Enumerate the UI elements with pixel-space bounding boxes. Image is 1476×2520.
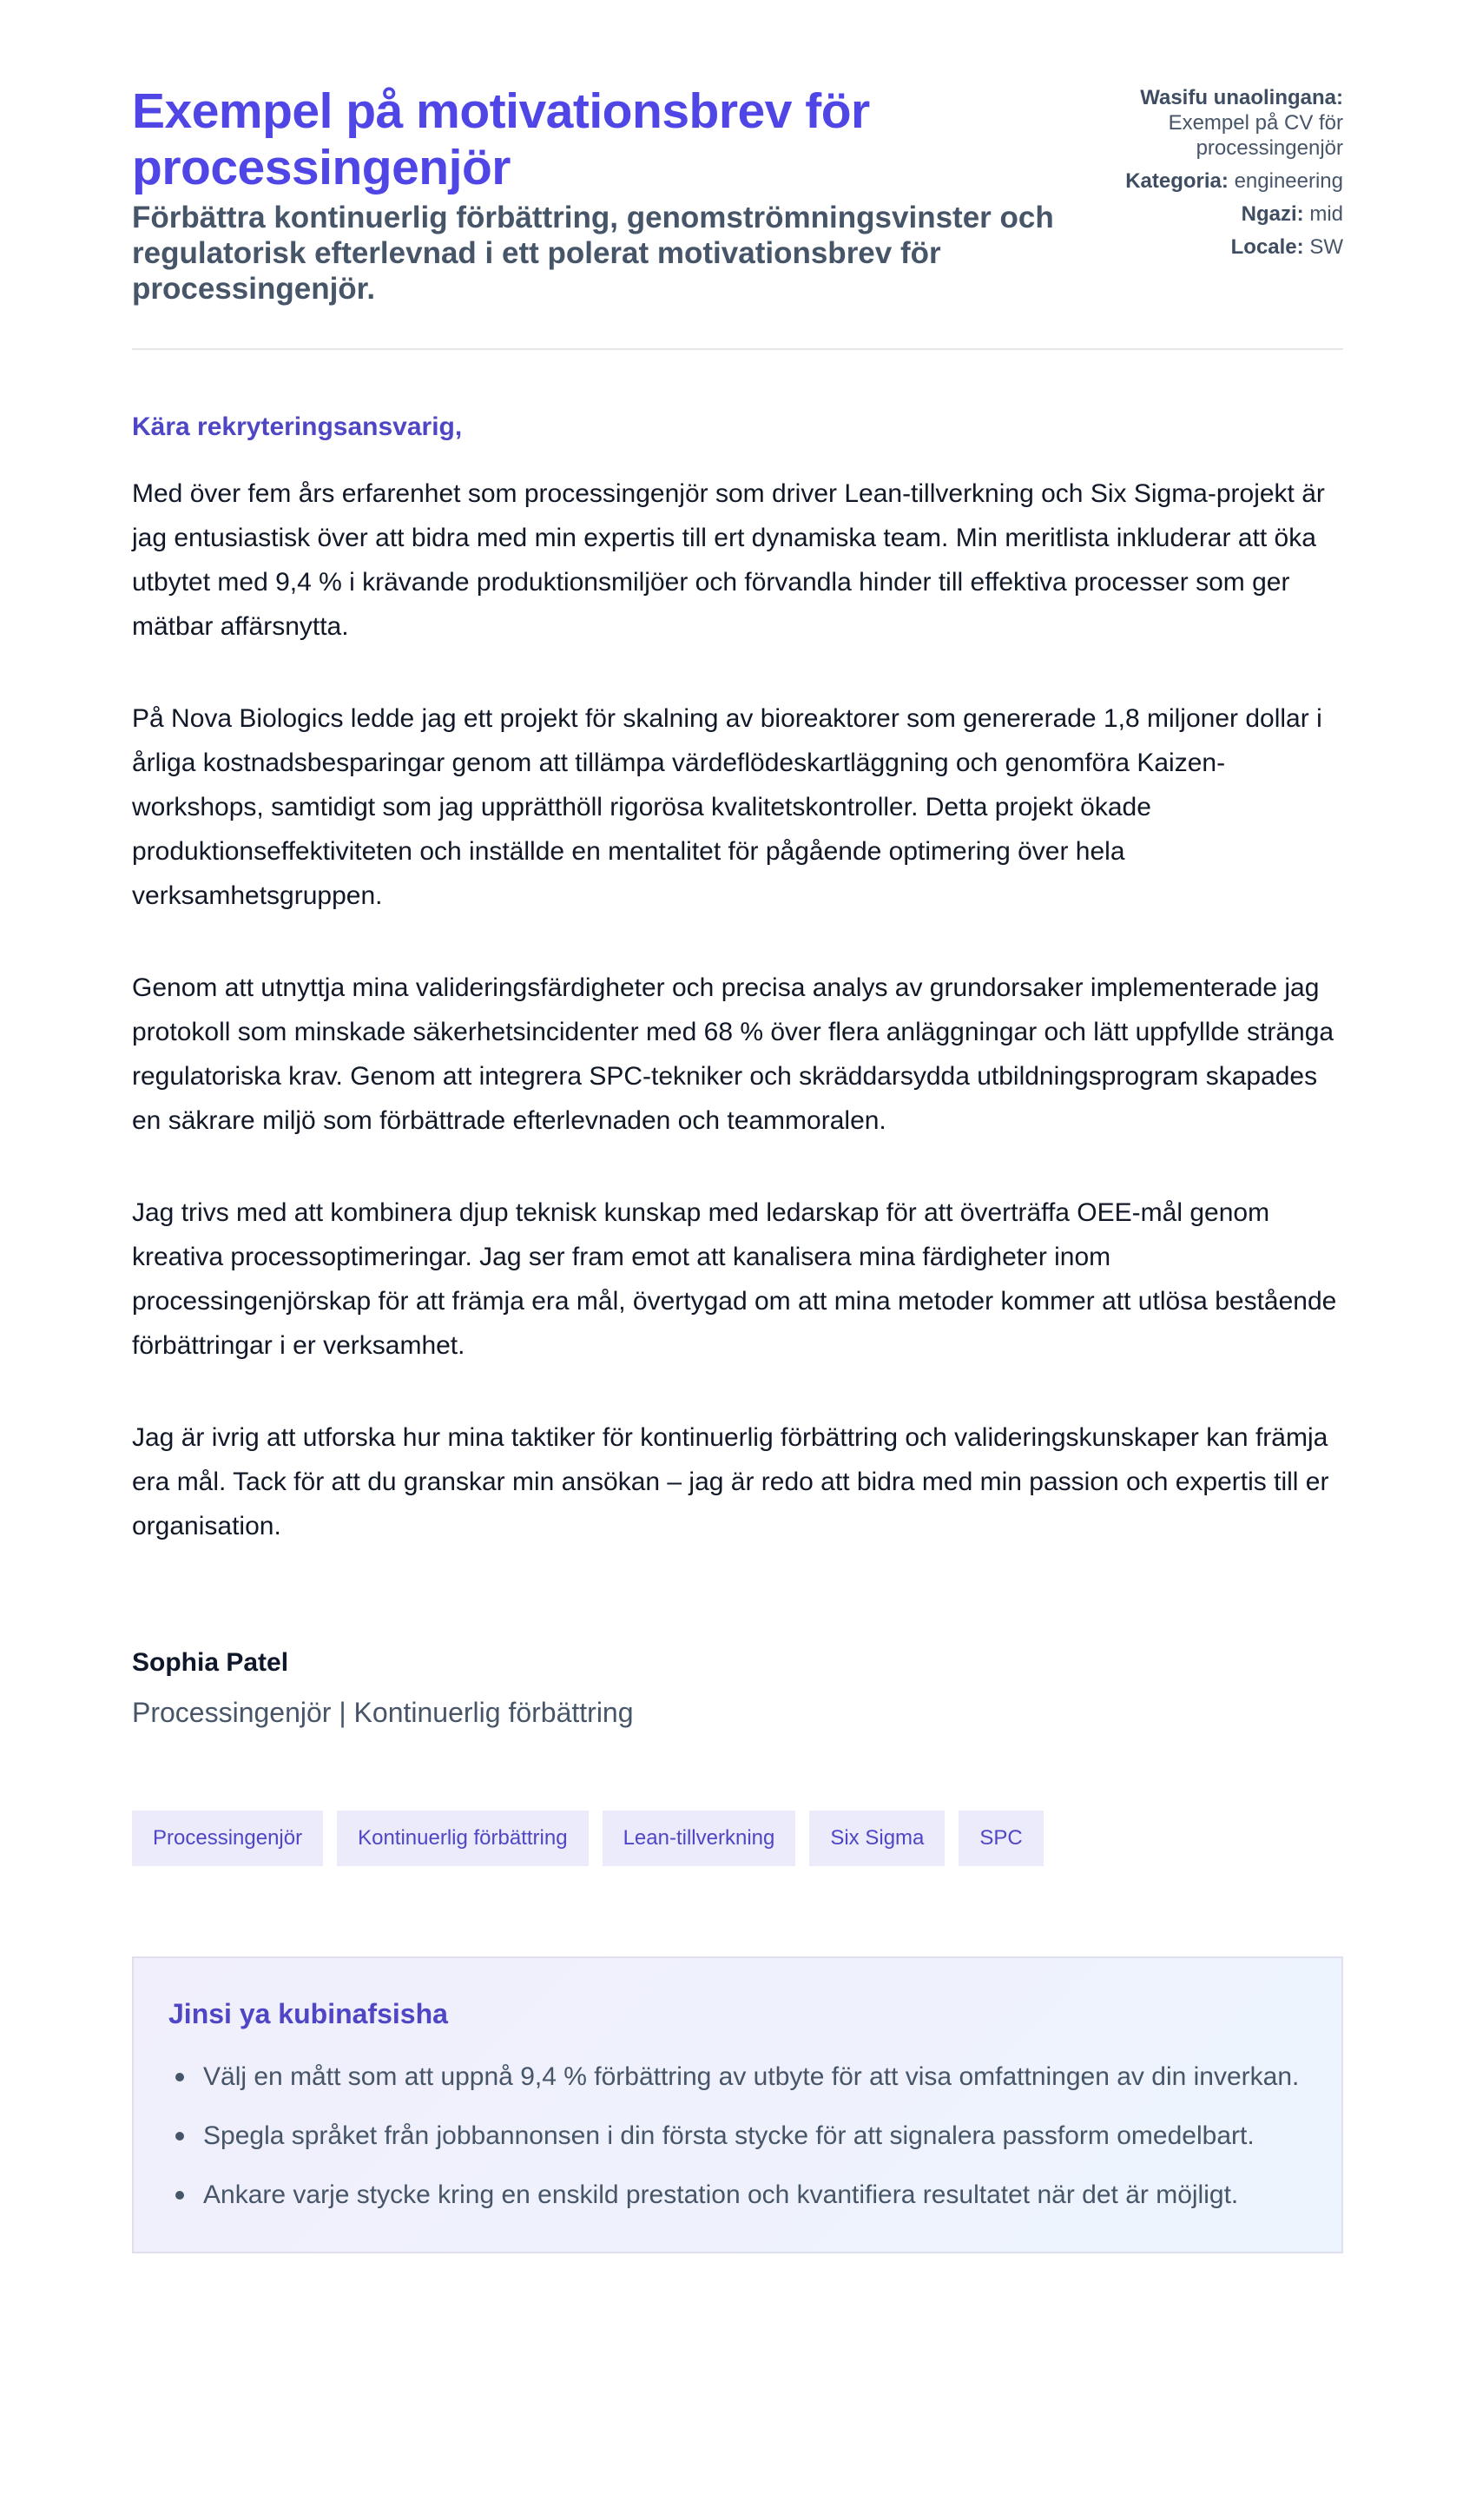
page-title: Exempel på motivationsbrev för processingenjör — [132, 83, 870, 195]
customization-tips-box — [132, 1956, 1343, 2253]
tips-item-text: Spegla språket från jobbannonsen i din första stycke för att signalera passform omedelbart. — [203, 2121, 1255, 2150]
tag-kontinuerlig-forbattring[interactable]: Kontinuerlig förbättring — [337, 1811, 588, 1866]
tips-item — [203, 2174, 1307, 2217]
meta-level-value: mid — [1309, 202, 1343, 226]
bullet-icon — [175, 2073, 184, 2081]
tips-title: Jinsi ya kubinafsisha — [168, 1998, 448, 2029]
tag-spc[interactable]: SPC — [959, 1811, 1043, 1866]
header-titles — [132, 83, 1070, 307]
page-subtitle: Förbättra kontinuerlig förbättring, genomströmningsvinster och regulatorisk efterlevnad i ett polerat motivationsbrev för processingenjör. — [132, 201, 1054, 306]
letter-paragraph: På Nova Biologics ledde jag ett projekt för skalning av bioreaktorer som genererade 1,8 miljoner dollar i årliga kostnadsbesparingar genom att tillämpa värdeflödeskartläggning och genomföra Kaizen-workshops, samtidigt som jag upprätthöll rigorösa kvalitetskontroller. Detta projekt ökade produktionseffektiviteten och inställde en mentalitet för pågående optimering över hela verksamhetsgruppen. — [132, 704, 1322, 910]
meta-related-value[interactable]: Exempel på CV för processingenjör — [1168, 111, 1343, 160]
tag-lean-tillverkning[interactable]: Lean-tillverkning — [603, 1811, 796, 1866]
meta-panel — [1091, 83, 1343, 267]
meta-locale-label: Locale: — [1230, 235, 1304, 259]
meta-locale-value: SW — [1309, 235, 1343, 259]
signature-name: Sophia Patel — [132, 1648, 289, 1677]
tag-list — [132, 1811, 1343, 1866]
meta-related-label: Wasifu unaolingana: — [1140, 86, 1343, 109]
signature-role: Processingenjör | Kontinuerlig förbättring — [132, 1697, 634, 1728]
letter-body — [132, 411, 1343, 1731]
tips-item-text: Ankare varje stycke kring en enskild prestation och kvantifiera resultatet när det är möjligt. — [203, 2180, 1239, 2209]
meta-category — [1091, 168, 1343, 194]
meta-locale — [1091, 234, 1343, 260]
meta-related — [1091, 85, 1343, 161]
tips-item-text: Välj en mått som att uppnå 9,4 % förbättring av utbyte för att visa omfattningen av din inverkan. — [203, 2062, 1300, 2091]
meta-level — [1091, 201, 1343, 227]
letter-paragraph: Med över fem års erfarenhet som processingenjör som driver Lean-tillverkning och Six Sigma-projekt är jag entusiastisk över att bidra med min expertis till ert dynamiska team. Min meritlista inkluderar att öka utbytet med 9,4 % i krävande produktionsmiljöer och förvandla hinder till effektiva processer som ger mätbar affärsnytta. — [132, 479, 1325, 641]
letter-paragraph: Jag trivs med att kombinera djup teknisk kunskap med ledarskap för att överträffa OEE-mål genom kreativa processoptimeringar. Jag ser fram emot att kanalisera mina färdigheter inom processingenjörskap för att främja era mål, övertygad om att mina metoder kommer att utlösa bestående förbättringar i er verksamhet. — [132, 1198, 1337, 1360]
signature-block — [132, 1646, 1343, 1731]
tips-item — [203, 2055, 1307, 2099]
tag-six-sigma[interactable]: Six Sigma — [809, 1811, 945, 1866]
bullet-icon — [175, 2132, 184, 2141]
page-header — [132, 83, 1343, 350]
letter-paragraph: Genom att utnyttja mina valideringsfärdigheter och precisa analys av grundorsaker implementerade jag protokoll som minskade säkerhetsincidenter med 68 % över flera anläggningar och lätt uppfyllde stränga regulatoriska krav. Genom att integrera SPC-tekniker och skräddarsydda utbildningsprogram skapades en säkrare miljö som förbättrade efterlevnaden och teammoralen. — [132, 973, 1334, 1135]
tag-processingenjor[interactable]: Processingenjör — [132, 1811, 323, 1866]
letter-paragraph: Jag är ivrig att utforska hur mina taktiker för kontinuerlig förbättring och valideringskunskaper kan främja era mål. Tack för att du granskar min ansökan – jag är redo att bidra med min passion och expertis till er organisation. — [132, 1423, 1329, 1540]
tips-item — [203, 2114, 1307, 2158]
meta-level-label: Ngazi: — [1241, 202, 1304, 226]
meta-category-label: Kategoria: — [1125, 169, 1229, 193]
bullet-icon — [175, 2191, 184, 2200]
cover-letter-page — [132, 0, 1343, 2337]
meta-category-value: engineering — [1234, 169, 1343, 193]
tips-list — [168, 2055, 1307, 2217]
letter-salutation: Kära rekryteringsansvarig, — [132, 412, 463, 441]
